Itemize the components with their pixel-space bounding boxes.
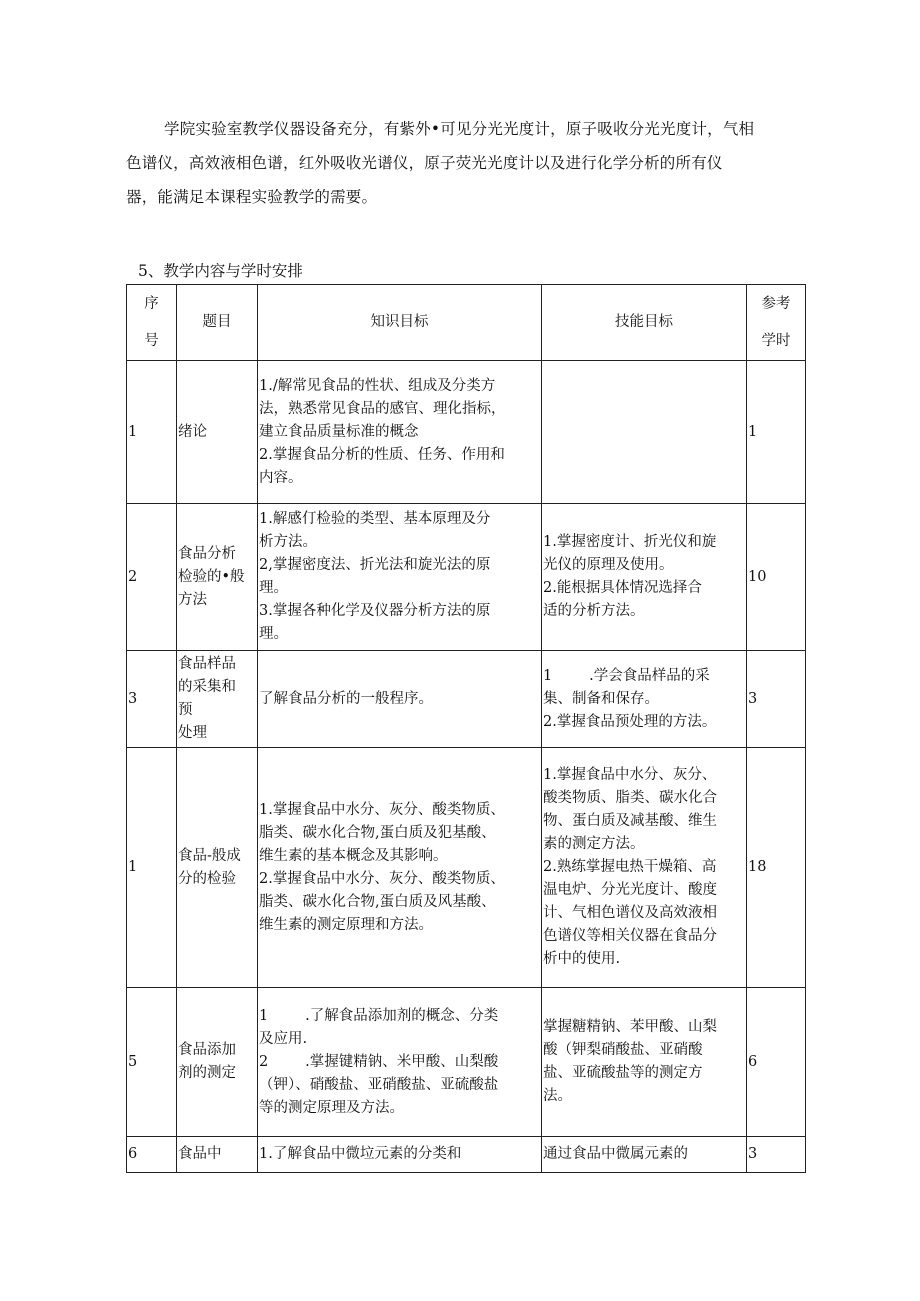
table-row bbox=[127, 504, 806, 651]
cell-knowledge-line: 1.了解食品中微垃元素的分类和 bbox=[259, 1146, 462, 1162]
cell-knowledge-line: 1./解常见食品的性状、组成及分类方 bbox=[259, 377, 496, 394]
cell-skill-line: 1.掌握食品中水分、灰分、 bbox=[543, 767, 717, 783]
cell-skill-line: 酸类物质、脂类、碳水化合 bbox=[543, 790, 717, 806]
intro-paragraph bbox=[126, 112, 816, 214]
cell-knowledge-line: 维生素的测定原理和方法。 bbox=[259, 916, 433, 933]
cell-hours: 3 bbox=[747, 651, 806, 748]
intro-line-2: 色谱仪，高效液相色谱，红外吸收光谱仪，原子荧光光度计以及进行化学分析的所有仪 bbox=[126, 154, 723, 172]
cell-skill bbox=[542, 361, 747, 504]
cell-skill-line: 集、制备和保存。 bbox=[543, 690, 659, 707]
cell-topic bbox=[177, 748, 258, 988]
cell-skill-line: 酸（钾梨硝酸盐、亚硝酸 bbox=[543, 1042, 703, 1058]
cell-knowledge-line: （钾）、硝酸盐、亚硝酸盐、亚硫酸盐 bbox=[259, 1076, 499, 1093]
cell-knowledge bbox=[258, 361, 542, 504]
table-row bbox=[127, 748, 806, 988]
cell-no: 2 bbox=[127, 504, 177, 651]
cell-no: 3 bbox=[127, 651, 177, 748]
table-row bbox=[127, 988, 806, 1137]
schedule-table bbox=[126, 284, 806, 1173]
cell-no: 6 bbox=[127, 1137, 177, 1173]
cell-hours: 10 bbox=[747, 504, 806, 651]
cell-hours: 3 bbox=[747, 1137, 806, 1173]
cell-topic-line: 食品样品 bbox=[178, 656, 236, 672]
cell-knowledge-line: 析方法。 bbox=[259, 534, 317, 550]
cell-knowledge-line: 3.掌握各种化学及仪器分析方法的原 bbox=[259, 603, 491, 619]
cell-topic-line: 剂的测定 bbox=[178, 1065, 236, 1081]
cell-topic bbox=[177, 988, 258, 1137]
cell-knowledge-line: 及应用. bbox=[259, 1030, 308, 1047]
cell-hours: 18 bbox=[747, 748, 806, 988]
cell-knowledge-line: 2 .掌握键精钠、米甲酸、山梨酸 bbox=[259, 1053, 499, 1070]
cell-knowledge bbox=[258, 748, 542, 988]
cell-skill bbox=[542, 1137, 747, 1173]
cell-knowledge-line: 维生素的基本概念及其影响。 bbox=[259, 847, 448, 864]
cell-hours: 6 bbox=[747, 988, 806, 1137]
cell-knowledge-line: 2,掌握密度法、折光法和旋光法的原 bbox=[259, 557, 491, 573]
cell-knowledge bbox=[258, 988, 542, 1137]
cell-skill-line: 析中的使用. bbox=[543, 951, 621, 967]
cell-topic-line: 方法 bbox=[178, 591, 207, 608]
header-hours: 参考 学时 bbox=[747, 285, 806, 361]
cell-topic bbox=[177, 1137, 258, 1173]
cell-knowledge-line: 等的测定原理及方法。 bbox=[259, 1099, 404, 1116]
cell-topic-line: 食品中 bbox=[178, 1146, 222, 1162]
cell-knowledge-line: 理。 bbox=[259, 580, 288, 596]
cell-skill bbox=[542, 504, 747, 651]
header-skill: 技能目标 bbox=[542, 285, 747, 361]
cell-topic-line: 食品分析 bbox=[178, 545, 236, 562]
cell-skill-line: 适的分析方法。 bbox=[543, 603, 645, 619]
cell-knowledge-line: 建立食品质量标准的概念 bbox=[259, 423, 419, 440]
table-body bbox=[127, 361, 806, 1173]
cell-topic bbox=[177, 651, 258, 748]
cell-topic-line: 检验的•般 bbox=[178, 568, 245, 585]
cell-knowledge-line: 1.掌握食品中水分、灰分、酸类物质、 bbox=[259, 801, 505, 818]
cell-skill-line: 掌握糖精钠、苯甲酸、山梨 bbox=[543, 1019, 717, 1035]
cell-hours: 1 bbox=[747, 361, 806, 504]
cell-skill-line: 盐、亚硫酸盐等的测定方 bbox=[543, 1065, 703, 1081]
cell-knowledge bbox=[258, 651, 542, 748]
header-topic: 题目 bbox=[177, 285, 258, 361]
header-knowledge: 知识目标 bbox=[258, 285, 542, 361]
cell-skill-line: 2.熟练掌握电热干燥箱、高 bbox=[543, 859, 717, 875]
header-no: 序 号 bbox=[127, 285, 177, 361]
cell-skill bbox=[542, 651, 747, 748]
intro-line-3: 器，能满足本课程实验教学的需要。 bbox=[126, 188, 378, 206]
cell-skill-line: 素的测定方法。 bbox=[543, 836, 645, 852]
table-header-row bbox=[127, 285, 806, 361]
cell-knowledge-line: 法，熟悉常见食品的感官、理化指标， bbox=[259, 400, 506, 417]
cell-no: 1 bbox=[127, 748, 177, 988]
cell-topic-line: 分的检验 bbox=[178, 870, 236, 887]
cell-skill-line: 光仪的原理及使用。 bbox=[543, 557, 674, 573]
cell-skill bbox=[542, 988, 747, 1137]
table-row bbox=[127, 361, 806, 504]
cell-knowledge bbox=[258, 1137, 542, 1173]
cell-knowledge-line: 1.解感仃检验的类型、基本原理及分 bbox=[259, 511, 491, 527]
section-title: 5、教学内容与学时安排 bbox=[138, 262, 303, 280]
cell-topic bbox=[177, 361, 258, 504]
cell-skill-line: 通过食品中微属元素的 bbox=[543, 1146, 688, 1162]
cell-topic-line: 食品添加 bbox=[178, 1042, 236, 1058]
cell-skill-line: 2.掌握食品预处理的方法。 bbox=[543, 713, 717, 730]
cell-knowledge-line: 理。 bbox=[259, 626, 288, 642]
cell-knowledge-line: 2.掌握食品中水分、灰分、酸类物质、 bbox=[259, 870, 505, 887]
cell-no: 5 bbox=[127, 988, 177, 1137]
cell-knowledge bbox=[258, 504, 542, 651]
cell-knowledge-line: 内容。 bbox=[259, 469, 303, 486]
cell-skill-line: 物、蛋白质及减基酸、维生 bbox=[543, 813, 717, 829]
cell-skill bbox=[542, 748, 747, 988]
cell-skill-line: 色谱仪等相关仪器在食品分 bbox=[543, 928, 717, 944]
table-row bbox=[127, 1137, 806, 1173]
cell-topic-line: 食品-般成 bbox=[178, 847, 241, 864]
cell-topic-line: 处理 bbox=[178, 725, 207, 741]
cell-knowledge-line: 脂类、碳水化合物,蛋白质及风基酸、 bbox=[259, 893, 496, 910]
cell-skill-line: 计、气相色谱仪及高效液相 bbox=[543, 905, 717, 921]
intro-line-1: 学院实验室教学仪器设备充分，有紫外•可见分光光度计，原子吸收分光光度计，气相 bbox=[164, 120, 755, 138]
cell-knowledge-line: 了解食品分析的一般程序。 bbox=[259, 690, 433, 707]
cell-skill-line: 2.能根据具体情况选择合 bbox=[543, 580, 702, 596]
cell-skill-line: 1.掌握密度计、折光仪和旋 bbox=[543, 534, 717, 550]
cell-knowledge-line: 1 .了解食品添加剂的概念、分类 bbox=[259, 1007, 499, 1024]
cell-skill-line: 1 .学会食品样品的采 bbox=[543, 667, 710, 684]
cell-topic-line: 的采集和 bbox=[178, 679, 236, 695]
table-row bbox=[127, 651, 806, 748]
cell-topic bbox=[177, 504, 258, 651]
cell-knowledge-line: 2.掌握食品分析的性质、任务、作用和 bbox=[259, 446, 505, 463]
cell-skill-line: 法。 bbox=[543, 1088, 572, 1104]
cell-topic-line: 绪论 bbox=[178, 423, 207, 440]
cell-skill-line: 温电炉、分光光度计、酸度 bbox=[543, 882, 717, 898]
cell-knowledge-line: 脂类、碳水化合物,蛋白质及犯基酸、 bbox=[259, 824, 496, 841]
cell-no: 1 bbox=[127, 361, 177, 504]
cell-topic-line: 预 bbox=[178, 702, 193, 718]
